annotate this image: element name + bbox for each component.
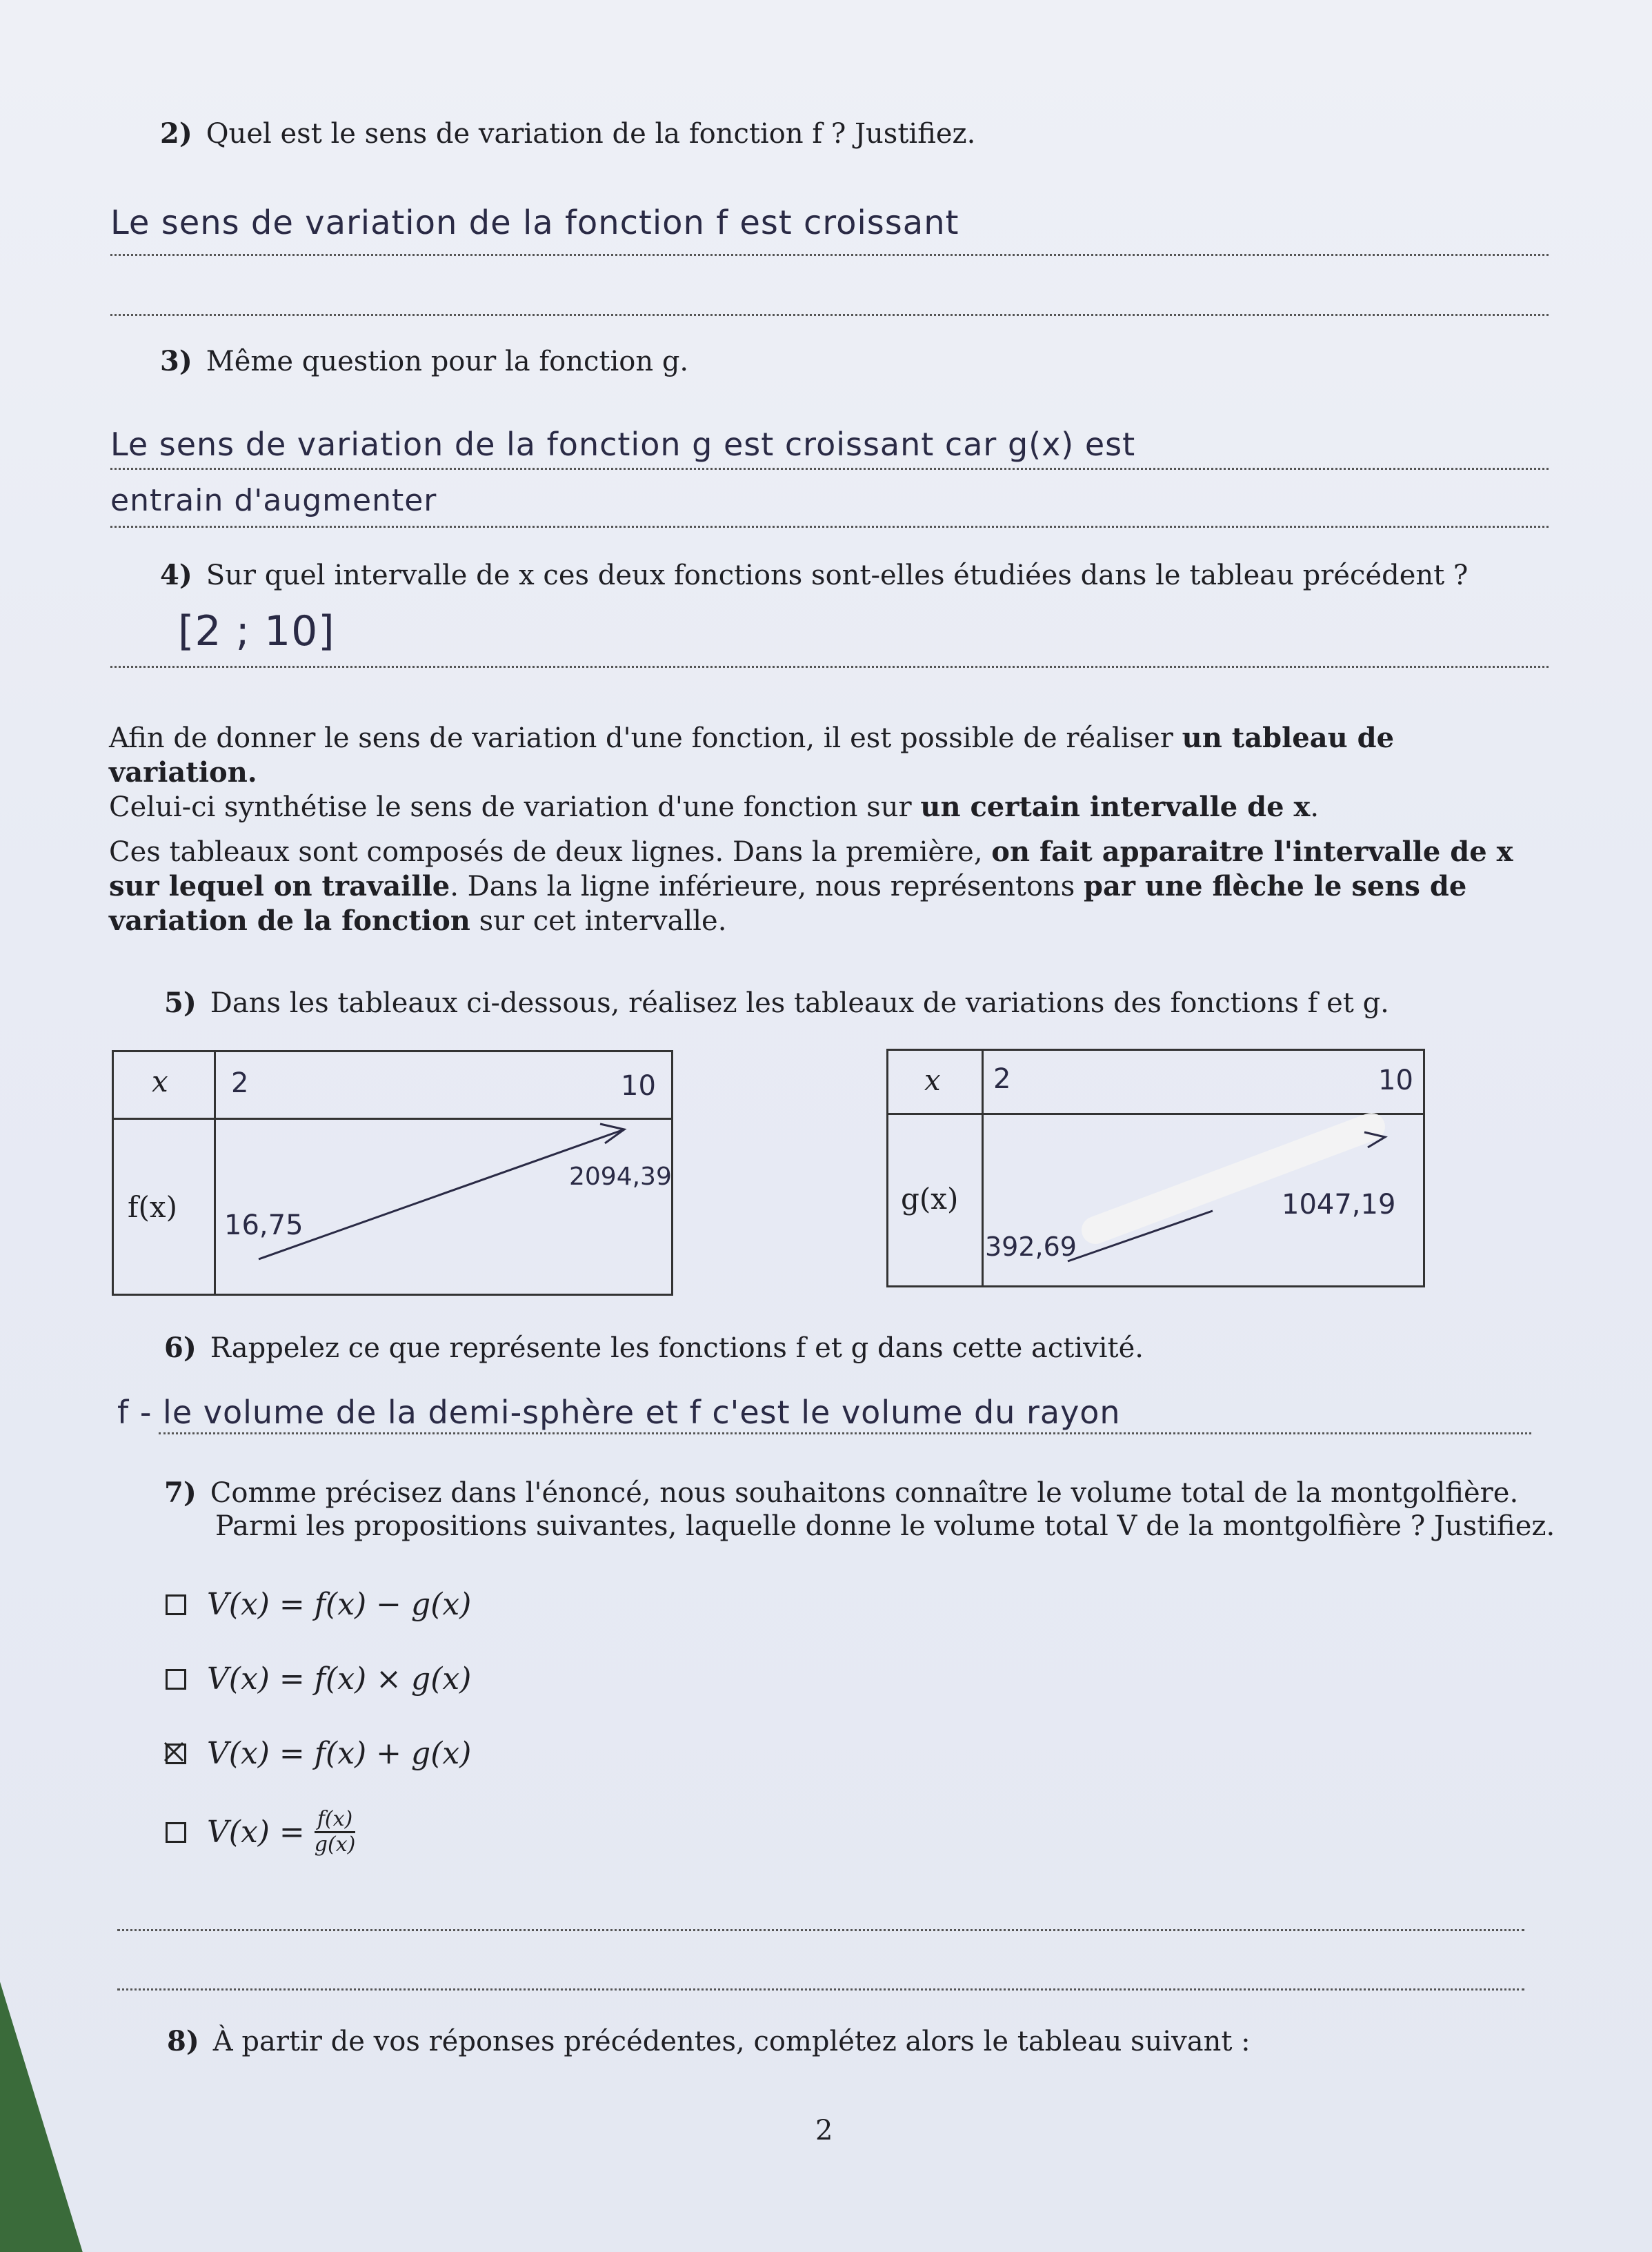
checkbox[interactable] [166,1594,186,1615]
answer-3-line-2: entrain d'augmenter [110,483,437,518]
question-4-text: Sur quel intervalle de x ces deux fonctions sont-elles étudiées dans le tableau précédent ? [206,560,1469,591]
option-difference[interactable]: V(x) = f(x) − g(x) [166,1587,471,1622]
checkbox[interactable] [166,1822,186,1843]
question-5-text: Dans les tableaux ci-dessous, réalisez les tableaux de variations des fonctions f et g. [210,987,1389,1019]
answer-line [110,254,1549,256]
x-label: x [152,1065,168,1098]
paragraph-1: Afin de donner le sens de variation d'une fonction, il est possible de réaliser un tableau de variation. Celui-ci synthétise le sens de variation d'une fonction sur un certain intervalle de x. [109,722,1395,823]
answer-line [117,1988,1524,1991]
option-sum[interactable]: V(x) = f(x) + g(x) [166,1736,471,1771]
x-label: x [924,1063,941,1097]
g-start-value: 392,69 [985,1232,1077,1262]
x-end: 10 [1378,1065,1413,1096]
question-2-text: Quel est le sens de variation de la fonction f ? Justifiez. [206,118,976,150]
f-end-value: 2094,39 [569,1163,672,1191]
question-6: 6) Rappelez ce que représente les fonctions f et g dans cette activité. [164,1332,1144,1364]
variation-table-g [886,1049,1425,1287]
check-cross-icon [163,1741,184,1762]
question-4: 4) Sur quel intervalle de x ces deux fonctions sont-elles étudiées dans le tableau précédent ? [160,559,1469,591]
answer-line [110,468,1549,470]
answer-4: [2 ; 10] [178,607,335,655]
paragraph-2: Ces tableaux sont composés de deux lignes. Dans la première, on fait apparaitre l'intervalle de x sur lequel on travaille. Dans la ligne inférieure, nous représentons par une flèche le sens de variation de la fonction sur cet intervalle. [109,836,1513,937]
option-quotient[interactable]: V(x) = $\frac{f(x)}{g(x)}$ [166,1808,355,1857]
answer-line [110,666,1549,668]
answer-2: Le sens de variation de la fonction f est croissant [110,204,959,242]
question-3-text: Même question pour la fonction g. [206,346,689,377]
increasing-arrow [888,1051,1423,1285]
answer-line [159,1432,1531,1434]
x-start: 2 [993,1063,1011,1095]
option-product[interactable]: V(x) = f(x) × g(x) [166,1661,471,1697]
answer-6: f - le volume de la demi-sphère et f c'est le volume du rayon [117,1394,1121,1431]
f-start-value: 16,75 [224,1209,303,1241]
fraction: $\frac{f(x)}{g(x)}$ [314,1807,356,1857]
question-7: 7) Comme précisez dans l'énoncé, nous souhaitons connaître le volume total de la montgolfière. Parmi les propositions suivantes, laquelle donne le volume total V de la montgolfière ? Justifiez. [164,1476,1555,1542]
page-number: 2 [815,2115,833,2146]
g-label: g(x) [901,1182,959,1216]
answer-line [117,1929,1524,1931]
variation-table-f [112,1050,673,1296]
checkbox-checked[interactable] [166,1744,186,1764]
question-8: 8) À partir de vos réponses précédentes, complétez alors le tableau suivant : [167,2025,1251,2057]
question-5: 5) Dans les tableaux ci-dessous, réalisez les tableaux de variations des fonctions f et g. [164,987,1389,1019]
f-label: f(x) [128,1190,178,1224]
increasing-arrow [114,1052,671,1294]
question-7-text-1: Comme précisez dans l'énoncé, nous souhaitons connaître le volume total de la montgolfière. [210,1477,1519,1509]
g-end-value: 1047,19 [1282,1189,1396,1221]
question-8-text: À partir de vos réponses précédentes, complétez alors le tableau suivant : [212,2026,1251,2057]
question-2: 2) Quel est le sens de variation de la fonction f ? Justifiez. [160,117,976,150]
checkbox[interactable] [166,1669,186,1690]
question-6-text: Rappelez ce que représente les fonctions f et g dans cette activité. [210,1332,1144,1364]
answer-line [110,526,1549,528]
answer-line [110,314,1549,316]
question-7-text-2: Parmi les propositions suivantes, laquelle donne le volume total V de la montgolfière ? Justifiez. [215,1510,1555,1542]
question-3: 3) Même question pour la fonction g. [160,345,689,377]
x-end: 10 [621,1070,656,1102]
x-start: 2 [231,1067,249,1099]
answer-3-line-1: Le sens de variation de la fonction g est croissant car g(x) est [110,426,1136,463]
